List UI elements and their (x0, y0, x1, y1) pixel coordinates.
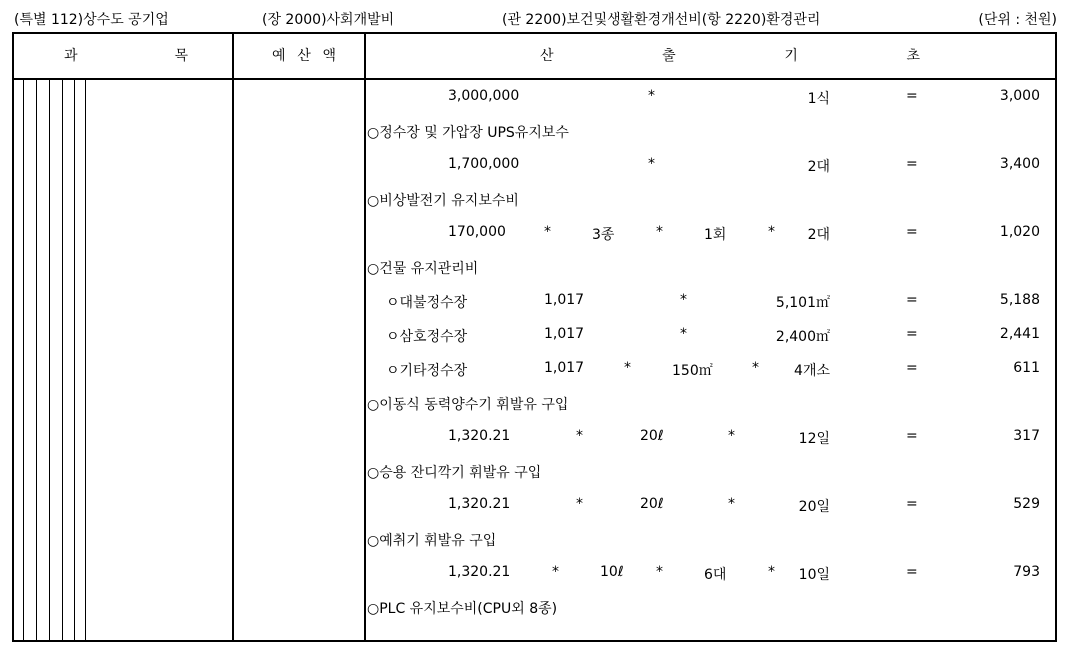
quantity: 1식 (807, 91, 830, 107)
amount: 1,020 (999, 224, 1040, 240)
quantity: 2대 (807, 159, 830, 175)
amount: 529 (1013, 496, 1040, 512)
operator: * (728, 496, 735, 512)
header-char: 예 (272, 48, 286, 64)
calc-row (12, 420, 1057, 454)
item-label: (관 2200)보건및생활환경개선비(항 2220)환경관리 (502, 12, 821, 28)
quantity: 20ℓ (640, 496, 664, 512)
quantity: 150㎡ (672, 363, 713, 379)
unit-price: 1,320.21 (448, 496, 511, 512)
item-title-row (12, 182, 1057, 216)
item-title-row (12, 250, 1057, 284)
unit-price: 170,000 (448, 224, 506, 240)
operator: * (768, 224, 775, 240)
operator: * (656, 564, 663, 580)
equals: = (906, 88, 918, 104)
quantity: 2,400㎡ (775, 329, 830, 345)
unit-price: 3,000,000 (448, 88, 520, 104)
quantity: 4개소 (794, 363, 830, 379)
item-title: ○이동식 동력양수기 휘발유 구입 (367, 397, 569, 413)
calc-row (12, 80, 1057, 114)
amount: 3,400 (999, 156, 1040, 172)
unit-price: 1,320.21 (448, 428, 511, 444)
quantity: 6대 (704, 567, 727, 583)
equals: = (906, 156, 918, 172)
header-char: 산 (297, 48, 311, 64)
item-title-row (12, 590, 1057, 624)
equals: = (906, 496, 918, 512)
section-label: (장 2000)사회개발비 (262, 12, 395, 28)
quantity: 5,101㎡ (775, 295, 830, 311)
sub-item-row (12, 318, 1057, 352)
header-char: 산 (540, 48, 554, 64)
amount: 793 (1013, 564, 1040, 580)
basis-header (540, 32, 920, 78)
item-title: ○승용 잔디깍기 휘발유 구입 (367, 465, 542, 481)
equals: = (906, 564, 918, 580)
quantity: 20일 (798, 499, 830, 515)
quantity: 10일 (798, 567, 830, 583)
table-bottom-border (12, 640, 1057, 642)
quantity: 1회 (704, 227, 727, 243)
operator: * (656, 224, 663, 240)
sub-item-name: ㅇ삼호정수장 (386, 329, 468, 345)
quantity: 2대 (807, 227, 830, 243)
amount: 5,188 (999, 292, 1040, 308)
item-title-row (12, 454, 1057, 488)
equals: = (906, 360, 918, 376)
amount: 317 (1013, 428, 1040, 444)
operator: * (728, 428, 735, 444)
equals: = (906, 326, 918, 342)
budget-table (12, 32, 1057, 642)
operator: * (576, 496, 583, 512)
unit-price: 1,017 (544, 326, 585, 342)
equals: = (906, 224, 918, 240)
operator: * (768, 564, 775, 580)
operator: * (544, 224, 551, 240)
equals: = (906, 292, 918, 308)
sub-item-row (12, 284, 1057, 318)
calc-row (12, 148, 1057, 182)
operator: * (624, 360, 631, 376)
amount: 611 (1013, 360, 1040, 376)
budget-header (272, 32, 336, 78)
calc-row (12, 216, 1057, 250)
unit-price: 1,320.21 (448, 564, 511, 580)
item-title-row (12, 522, 1057, 556)
item-title: ○PLC 유지보수비(CPU외 8종) (367, 601, 558, 617)
operator: * (752, 360, 759, 376)
item-title: ○건물 유지관리비 (367, 261, 479, 277)
operator: * (552, 564, 559, 580)
item-title-row (12, 386, 1057, 420)
subject-header (64, 32, 188, 78)
quantity: 10ℓ (600, 564, 624, 580)
header-char: 출 (662, 48, 676, 64)
unit-price: 1,017 (544, 360, 585, 376)
operator: * (576, 428, 583, 444)
operator: * (680, 292, 687, 308)
item-title: ○정수장 및 가압장 UPS유지보수 (367, 125, 569, 141)
operator: * (680, 326, 687, 342)
sub-item-name: ㅇ대불정수장 (386, 295, 468, 311)
operator: * (648, 156, 655, 172)
amount: 2,441 (999, 326, 1040, 342)
amount: 3,000 (999, 88, 1040, 104)
item-title-row (12, 114, 1057, 148)
unit-price: 1,017 (544, 292, 585, 308)
equals: = (906, 428, 918, 444)
header-char: 초 (906, 48, 920, 64)
quantity: 3종 (592, 227, 615, 243)
quantity: 12일 (798, 431, 830, 447)
sub-item-row (12, 352, 1057, 386)
calc-row (12, 556, 1057, 590)
unit-price: 1,700,000 (448, 156, 520, 172)
item-title: ○비상발전기 유지보수비 (367, 193, 519, 209)
fund-label: (특별 112)상수도 공기업 (14, 12, 169, 28)
header-char: 과 (64, 48, 78, 64)
quantity: 20ℓ (640, 428, 664, 444)
calc-row (12, 488, 1057, 522)
item-title: ○예취기 휘발유 구입 (367, 533, 497, 549)
sub-item-name: ㅇ기타정수장 (386, 363, 468, 379)
header-char: 기 (784, 48, 798, 64)
header-char: 목 (174, 48, 188, 64)
header-char: 액 (322, 48, 336, 64)
operator: * (648, 88, 655, 104)
unit-label: (단위 : 천원) (978, 12, 1057, 28)
